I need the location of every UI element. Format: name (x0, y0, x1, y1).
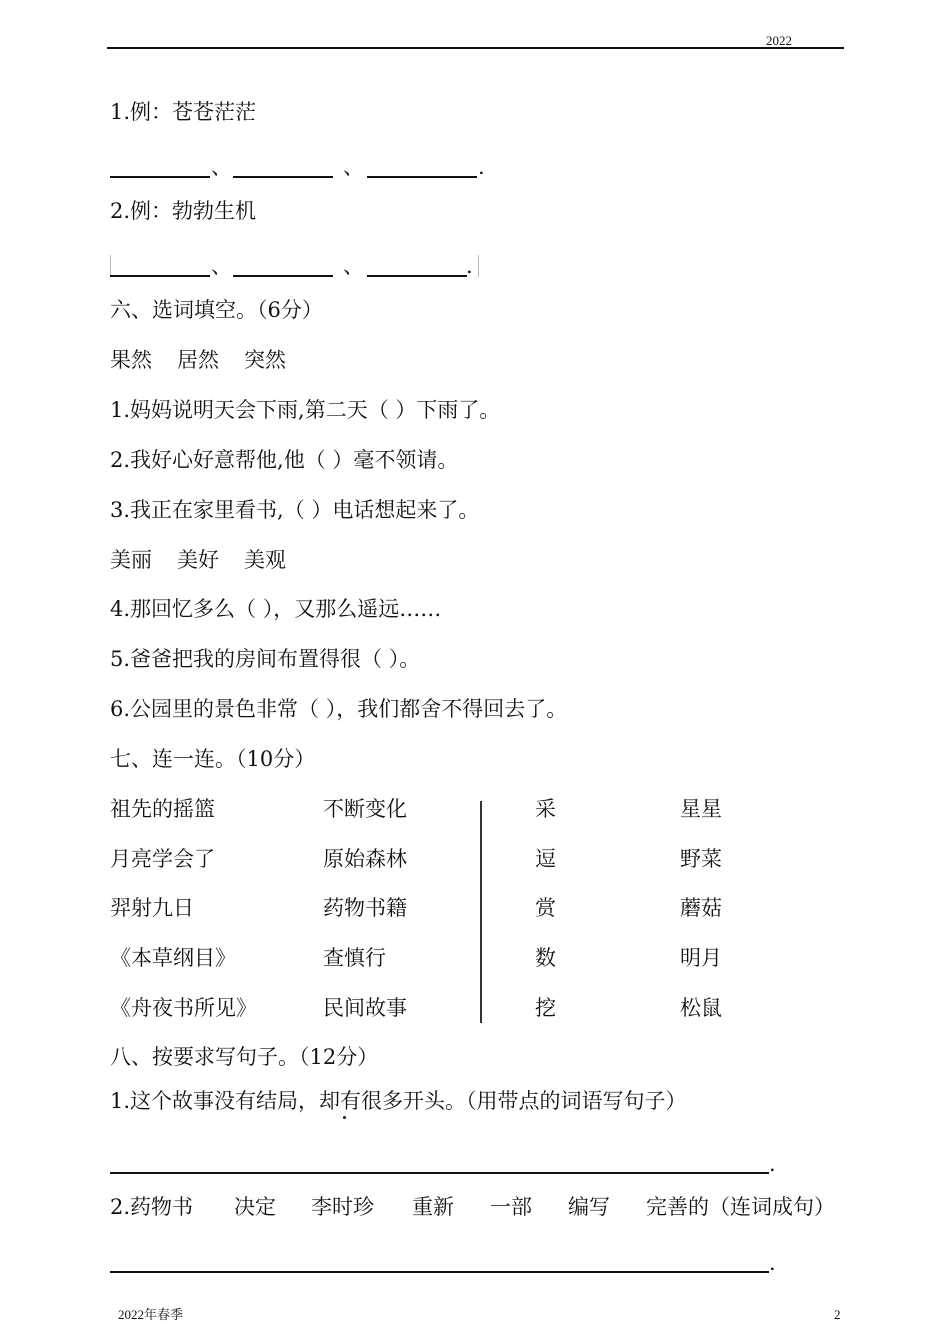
answer-line-2[interactable] (110, 1271, 769, 1273)
word-tile: 一部 (490, 1195, 532, 1219)
word-option: 突然 (244, 348, 286, 372)
fill-question: 1.妈妈说明天会下雨,第二天（ ）下雨了。 (110, 398, 501, 422)
fill-question: 5.爸爸把我的房间布置得很（ ）。 (110, 647, 421, 671)
word-tile: 完善的（连词成句） (646, 1195, 835, 1219)
match-verb[interactable]: 赏 (535, 896, 556, 920)
match-noun[interactable]: 蘑菇 (680, 896, 722, 920)
fill-question: 2.我好心好意帮他,他（ ）毫不领请。 (110, 448, 459, 472)
q5-2-blank-3[interactable] (367, 275, 467, 277)
section6-title: 六、选词填空。（6分） (110, 298, 323, 322)
word-tile: 2.药物书 (110, 1195, 194, 1219)
q5-2-separator-1: 、 (211, 254, 232, 278)
word-option: 美好 (177, 548, 219, 572)
q5-1-end: . (478, 155, 485, 179)
q5-2-bracket-right (478, 255, 479, 277)
fill-question: 3.我正在家里看书,（ ）电话想起来了。 (110, 498, 480, 522)
section7-title: 七、连一连。（10分） (110, 747, 316, 771)
answer-line-1[interactable] (110, 1172, 769, 1174)
q5-2-separator-2: 、 (343, 254, 364, 278)
q5-2-example: 2.例：勃勃生机 (110, 199, 257, 223)
q5-1-blank-3[interactable] (367, 176, 477, 178)
fill-question: 4.那回忆多么（ ），又那么遥远…… (110, 597, 442, 621)
match-noun[interactable]: 明月 (680, 946, 722, 970)
match-left-item[interactable]: 《舟夜书所见》 (110, 996, 257, 1020)
q5-1-separator-2: 、 (343, 155, 364, 179)
q5-2-blank-2[interactable] (233, 275, 333, 277)
word-tile: 重新 (412, 1195, 454, 1219)
match-left-item[interactable]: 《本草纲目》 (110, 946, 236, 970)
match-left-target[interactable]: 民间故事 (323, 996, 407, 1020)
section8-title: 八、按要求写句子。（12分） (110, 1045, 379, 1069)
q5-1-blank-1[interactable] (110, 176, 210, 178)
match-noun[interactable]: 野菜 (680, 847, 722, 871)
fill-question: 6.公园里的景色非常（ ），我们都舍不得回去了。 (110, 697, 568, 721)
match-verb[interactable]: 挖 (535, 996, 556, 1020)
match-left-item[interactable]: 羿射九日 (110, 896, 194, 920)
q5-2-bracket-left (110, 255, 111, 277)
footer-term: 2022年春季 (118, 1307, 184, 1322)
match-left-target[interactable]: 原始森林 (323, 847, 407, 871)
match-verb[interactable]: 逗 (535, 847, 556, 871)
word-tile: 决定 (234, 1195, 276, 1219)
emphasis-dot (343, 1116, 346, 1119)
page-number: 2 (834, 1307, 841, 1322)
match-noun[interactable]: 星星 (680, 797, 722, 821)
header-year: 2022 (766, 33, 792, 48)
match-verb[interactable]: 数 (535, 946, 556, 970)
q5-1-example: 1.例：苍苍茫茫 (110, 100, 257, 124)
match-left-target[interactable]: 查慎行 (323, 946, 386, 970)
answer-line-2-end: . (769, 1251, 776, 1275)
word-tile: 编写 (568, 1195, 610, 1219)
match-verb[interactable]: 采 (535, 797, 556, 821)
word-tile: 李时珍 (311, 1195, 374, 1219)
match-left-item[interactable]: 月亮学会了 (110, 847, 215, 871)
header-rule (107, 47, 844, 49)
word-option: 居然 (177, 348, 219, 372)
word-option: 果然 (110, 348, 152, 372)
q5-2-end: . (466, 254, 473, 278)
match-left-target[interactable]: 药物书籍 (323, 896, 407, 920)
match-divider (480, 801, 482, 1023)
match-left-item[interactable]: 祖先的摇篮 (110, 797, 215, 821)
answer-line-1-end: . (769, 1152, 776, 1176)
word-option: 美丽 (110, 548, 152, 572)
word-option: 美观 (244, 548, 286, 572)
q5-1-separator-1: 、 (211, 155, 232, 179)
q5-2-blank-1[interactable] (110, 275, 210, 277)
sentence-question-1: 1.这个故事没有结局，却有很多开头。（用带点的词语写句子） (110, 1089, 687, 1113)
q5-1-blank-2[interactable] (233, 176, 333, 178)
match-noun[interactable]: 松鼠 (680, 996, 722, 1020)
match-left-target[interactable]: 不断变化 (323, 797, 407, 821)
